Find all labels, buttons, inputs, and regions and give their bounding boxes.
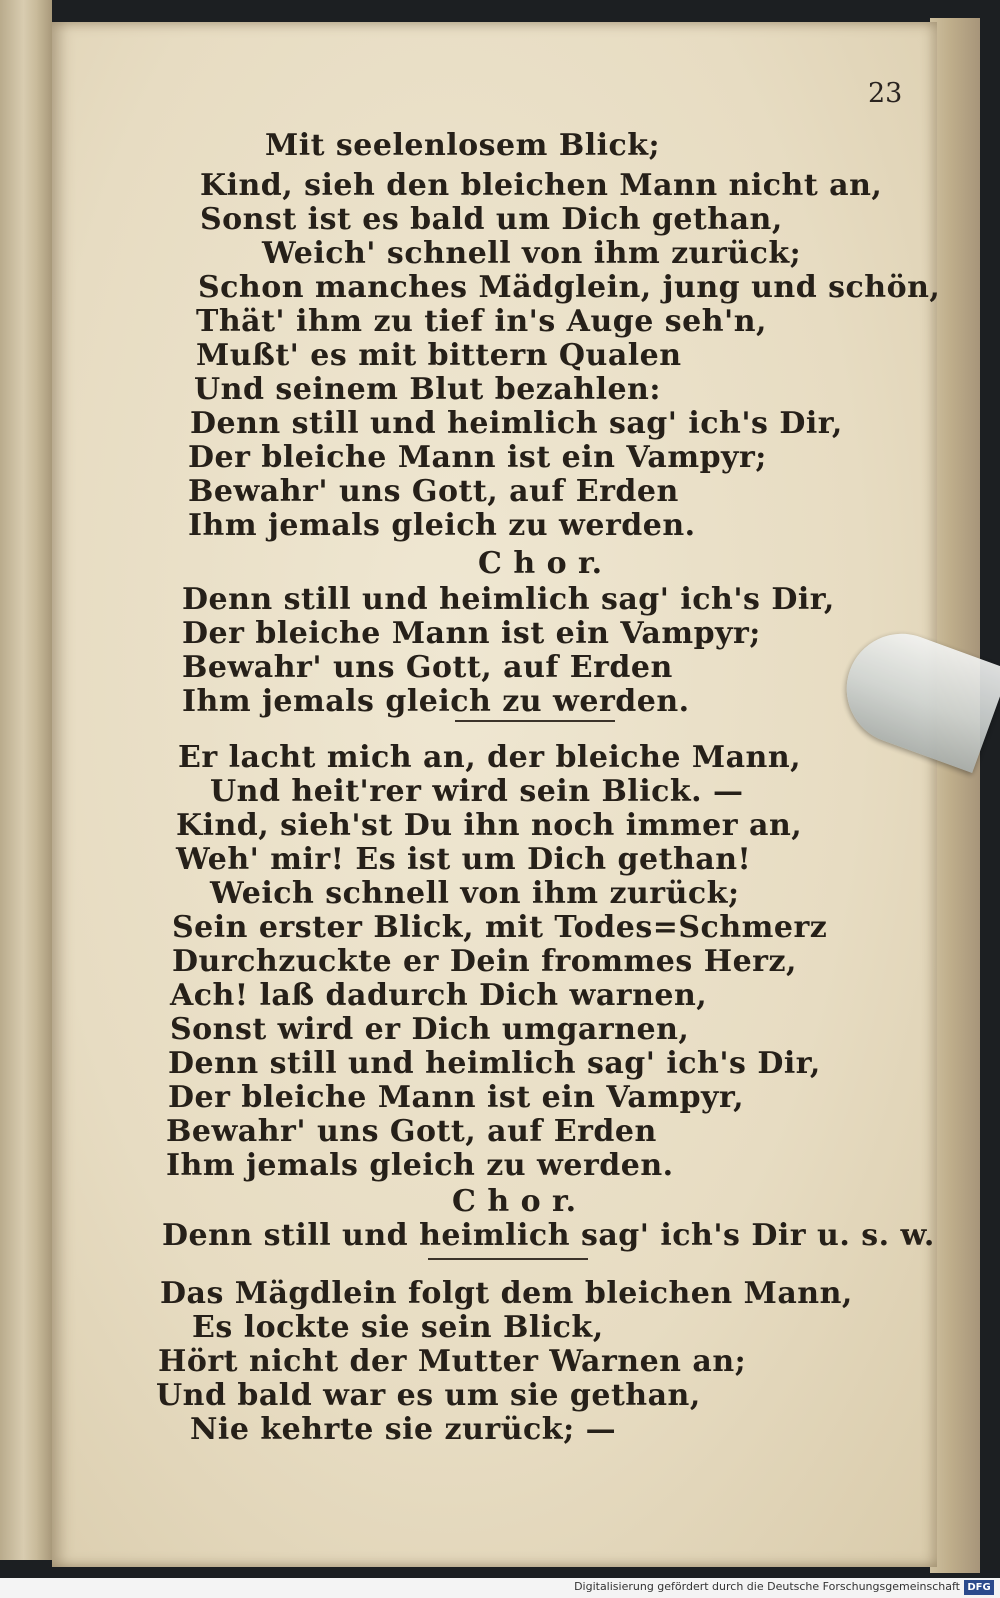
text-line: Ihm jemals gleich zu werden. xyxy=(166,1148,674,1183)
text-line: Das Mägdlein folgt dem bleichen Mann, xyxy=(160,1276,853,1311)
text-line: Mit seelenlosem Blick; xyxy=(265,128,661,163)
text-line: Thät' ihm zu tief in's Auge seh'n, xyxy=(196,304,767,339)
chorus-heading: C h o r. xyxy=(452,1184,577,1219)
text-line: Hört nicht der Mutter Warnen an; xyxy=(158,1344,747,1379)
text-line: Und heit'rer wird sein Blick. — xyxy=(210,774,744,809)
text-line: Denn still und heimlich sag' ich's Dir, xyxy=(182,582,835,617)
text-line: Weich schnell von ihm zurück; xyxy=(210,876,740,911)
text-line: Weh' mir! Es ist um Dich gethan! xyxy=(176,842,752,877)
text-line: Durchzuckte er Dein frommes Herz, xyxy=(172,944,797,979)
text-line: Bewahr' uns Gott, auf Erden xyxy=(182,650,673,685)
left-page-edge xyxy=(0,0,52,1560)
text-line: Sonst ist es bald um Dich gethan, xyxy=(200,202,783,237)
section-divider xyxy=(455,720,615,722)
text-line: Denn still und heimlich sag' ich's Dir, xyxy=(190,406,843,441)
text-line: Und seinem Blut bezahlen: xyxy=(194,372,661,407)
text-line: Der bleiche Mann ist ein Vampyr; xyxy=(188,440,767,475)
text-line: Ihm jemals gleich zu werden. xyxy=(188,508,696,543)
text-line: Kind, sieh den bleichen Mann nicht an, xyxy=(200,168,883,203)
right-page-stack xyxy=(930,18,980,1573)
text-line: Es lockte sie sein Blick, xyxy=(192,1310,604,1345)
text-line: Er lacht mich an, der bleiche Mann, xyxy=(178,740,802,775)
dfg-logo-icon: DFG xyxy=(964,1580,994,1595)
text-line: Sonst wird er Dich umgarnen, xyxy=(170,1012,690,1047)
text-line: Denn still und heimlich sag' ich's Dir, xyxy=(168,1046,821,1081)
text-line: Nie kehrte sie zurück; — xyxy=(190,1412,617,1447)
text-line: Sein erster Blick, mit Todes=Schmerz xyxy=(172,910,828,945)
text-line: Bewahr' uns Gott, auf Erden xyxy=(166,1114,657,1149)
text-line: Der bleiche Mann ist ein Vampyr; xyxy=(182,616,761,651)
section-divider xyxy=(428,1258,588,1260)
text-line: Schon manches Mädglein, jung und schön, xyxy=(198,270,941,305)
text-line: Der bleiche Mann ist ein Vampyr, xyxy=(168,1080,745,1115)
text-line: Ihm jemals gleich zu werden. xyxy=(182,684,690,719)
digitization-credit: Digitalisierung gefördert durch die Deutsche Forschungsgemeinschaft xyxy=(574,1580,960,1593)
text-line: Kind, sieh'st Du ihn noch immer an, xyxy=(176,808,803,843)
text-line: Und bald war es um sie gethan, xyxy=(156,1378,701,1413)
text-line: Denn still und heimlich sag' ich's Dir u. s. w. xyxy=(162,1218,935,1253)
page-number: 23 xyxy=(868,78,903,109)
text-line: Mußt' es mit bittern Qualen xyxy=(196,338,682,373)
text-line: Weich' schnell von ihm zurück; xyxy=(262,236,802,271)
text-line: Ach! laß dadurch Dich warnen, xyxy=(170,978,708,1013)
chorus-heading: C h o r. xyxy=(478,546,603,581)
text-line: Bewahr' uns Gott, auf Erden xyxy=(188,474,679,509)
